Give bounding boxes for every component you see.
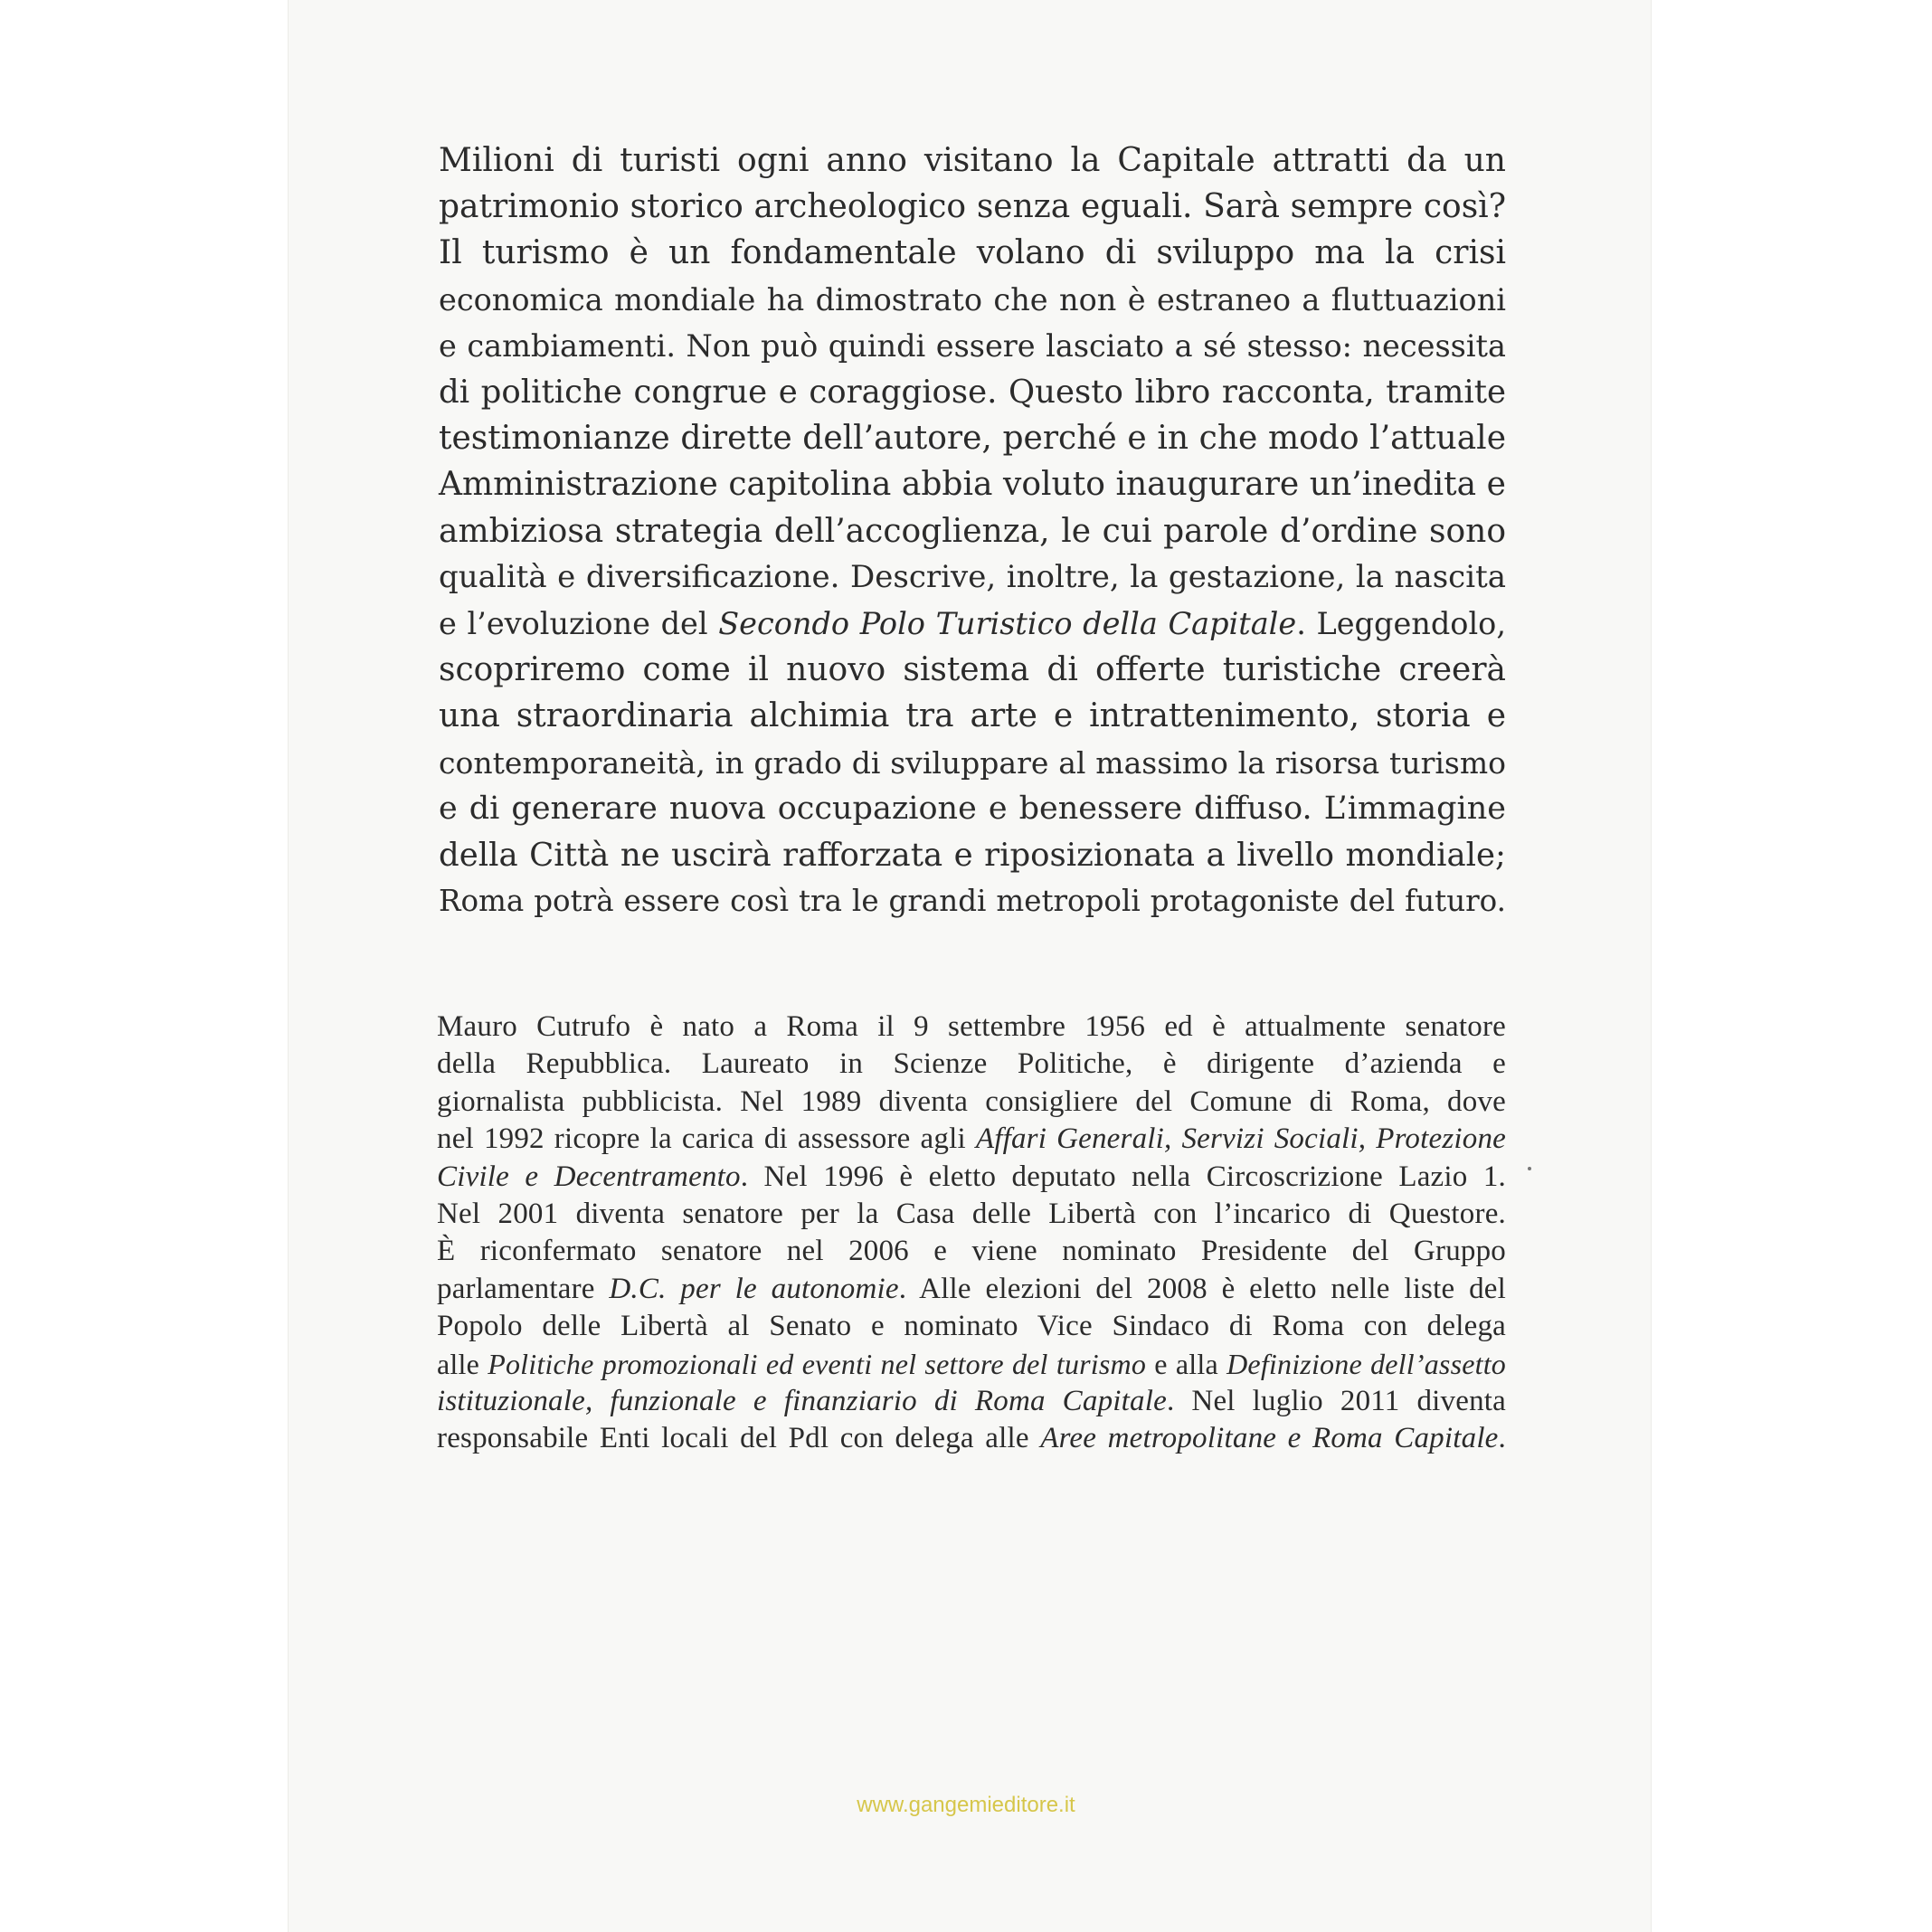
blurb-text: . Leggendolo, xyxy=(1296,606,1506,642)
publisher-website: www.gangemieditore.it xyxy=(857,1793,1075,1817)
bio-italic: Politiche promozionali ed eventi nel settore del turismo xyxy=(488,1347,1147,1380)
blurb-line: ambiziosa strategia dell’accoglienza, le cui parole d’ordine sono xyxy=(439,512,1506,550)
print-speck xyxy=(1528,1167,1531,1170)
bio-italic: Affari Generali, Servizi Sociali, Protezione xyxy=(975,1122,1506,1156)
blurb-line: Il turismo è un fondamentale volano di sviluppo ma la crisi xyxy=(439,234,1506,272)
blurb-line: Amministrazione capitolina abbia voluto inaugurare un’inedita e xyxy=(439,466,1506,504)
blurb-text: e l’evoluzione del xyxy=(439,606,719,642)
blurb-line: scopriremo come il nuovo sistema di offerte turistiche creerà xyxy=(439,651,1506,689)
blurb-line: e cambiamenti. Non può quindi essere lasciato a sé stesso: necessita xyxy=(439,327,1506,364)
bio-line xyxy=(437,1271,1506,1308)
bio-line xyxy=(437,1420,1506,1457)
bio-italic: Definizione dell’assetto xyxy=(1226,1347,1507,1380)
bio-text: . Alle elezioni del 2008 è eletto nelle liste del xyxy=(898,1272,1506,1305)
bio-italic: istituzionale, funzionale e finanziario di Roma Capitale xyxy=(437,1385,1167,1418)
blurb-line: economica mondiale ha dimostrato che non è estraneo a fluttuazioni xyxy=(439,281,1506,317)
bio-line xyxy=(437,1383,1506,1420)
bio-text: nel 1992 ricopre la carica di assessore agli xyxy=(437,1122,976,1156)
blurb-line: patrimonio storico archeologico senza eguali. Sarà sempre così? xyxy=(439,188,1506,226)
bio-text: . Nel 1996 è eletto deputato nella Circoscrizione Lazio 1. xyxy=(740,1160,1507,1193)
blurb-line: Roma potrà essere così tra le grandi metropoli protagoniste del futuro. xyxy=(439,884,1506,919)
bio-italic: Civile e Decentramento xyxy=(437,1160,741,1193)
bio-line: Nel 2001 diventa senatore per la Casa delle Libertà con l’incarico di Questore. xyxy=(437,1198,1506,1231)
bio-line: della Repubblica. Laureato in Scienze Politiche, è dirigente d’azienda e xyxy=(437,1047,1506,1081)
bio-line xyxy=(437,1346,1506,1383)
bio-line xyxy=(437,1159,1506,1196)
book-title-italic: Secondo Polo Turistico della Capitale xyxy=(718,606,1297,642)
bio-text: parlamentare xyxy=(437,1272,610,1305)
blurb-line: contemporaneità, in grado di sviluppare al massimo la risorsa turismo xyxy=(439,744,1506,781)
blurb-line: testimonianze dirette dell’autore, perché e in che modo l’attuale xyxy=(439,420,1506,458)
blurb-line: Milioni di turisti ogni anno visitano la Capitale attratti da un xyxy=(439,142,1506,179)
bio-text: . Nel luglio 2011 diventa xyxy=(1166,1385,1506,1418)
bio-line: Popolo delle Libertà al Senato e nominato Vice Sindaco di Roma con delega xyxy=(437,1310,1506,1343)
blurb-line: di politiche congrue e coraggiose. Questo libro racconta, tramite xyxy=(439,374,1506,412)
bio-italic: Aree metropolitane e Roma Capitale xyxy=(1040,1422,1499,1455)
blurb-paragraph xyxy=(439,137,1506,924)
author-bio xyxy=(437,1009,1506,1458)
blurb-line: della Città ne uscirà rafforzata e riposizionata a livello mondiale; xyxy=(439,837,1506,875)
blurb-line: e di generare nuova occupazione e benessere diffuso. L’immagine xyxy=(439,790,1506,827)
bio-line: giornalista pubblicista. Nel 1989 diventa consigliere del Comune di Roma, dove xyxy=(437,1084,1506,1118)
blurb-line: una straordinaria alchimia tra arte e intrattenimento, storia e xyxy=(439,697,1506,735)
bio-line xyxy=(437,1121,1506,1158)
bio-line: Mauro Cutrufo è nato a Roma il 9 settembre 1956 ed è attualmente senatore xyxy=(437,1010,1506,1043)
bio-italic: D.C. per le autonomie xyxy=(609,1272,899,1305)
blurb-line: qualità e diversificazione. Descrive, inoltre, la gestazione, la nascita xyxy=(439,558,1506,595)
bio-text: alle xyxy=(437,1347,488,1380)
bio-text: e alla xyxy=(1146,1347,1227,1380)
bio-line: È riconfermato senatore nel 2006 e viene nominato Presidente del Gruppo xyxy=(437,1235,1506,1268)
blurb-line xyxy=(439,601,1506,647)
bio-text: responsabile Enti locali del Pdl con delega alle xyxy=(437,1422,1041,1455)
bio-text: . xyxy=(1498,1422,1506,1455)
